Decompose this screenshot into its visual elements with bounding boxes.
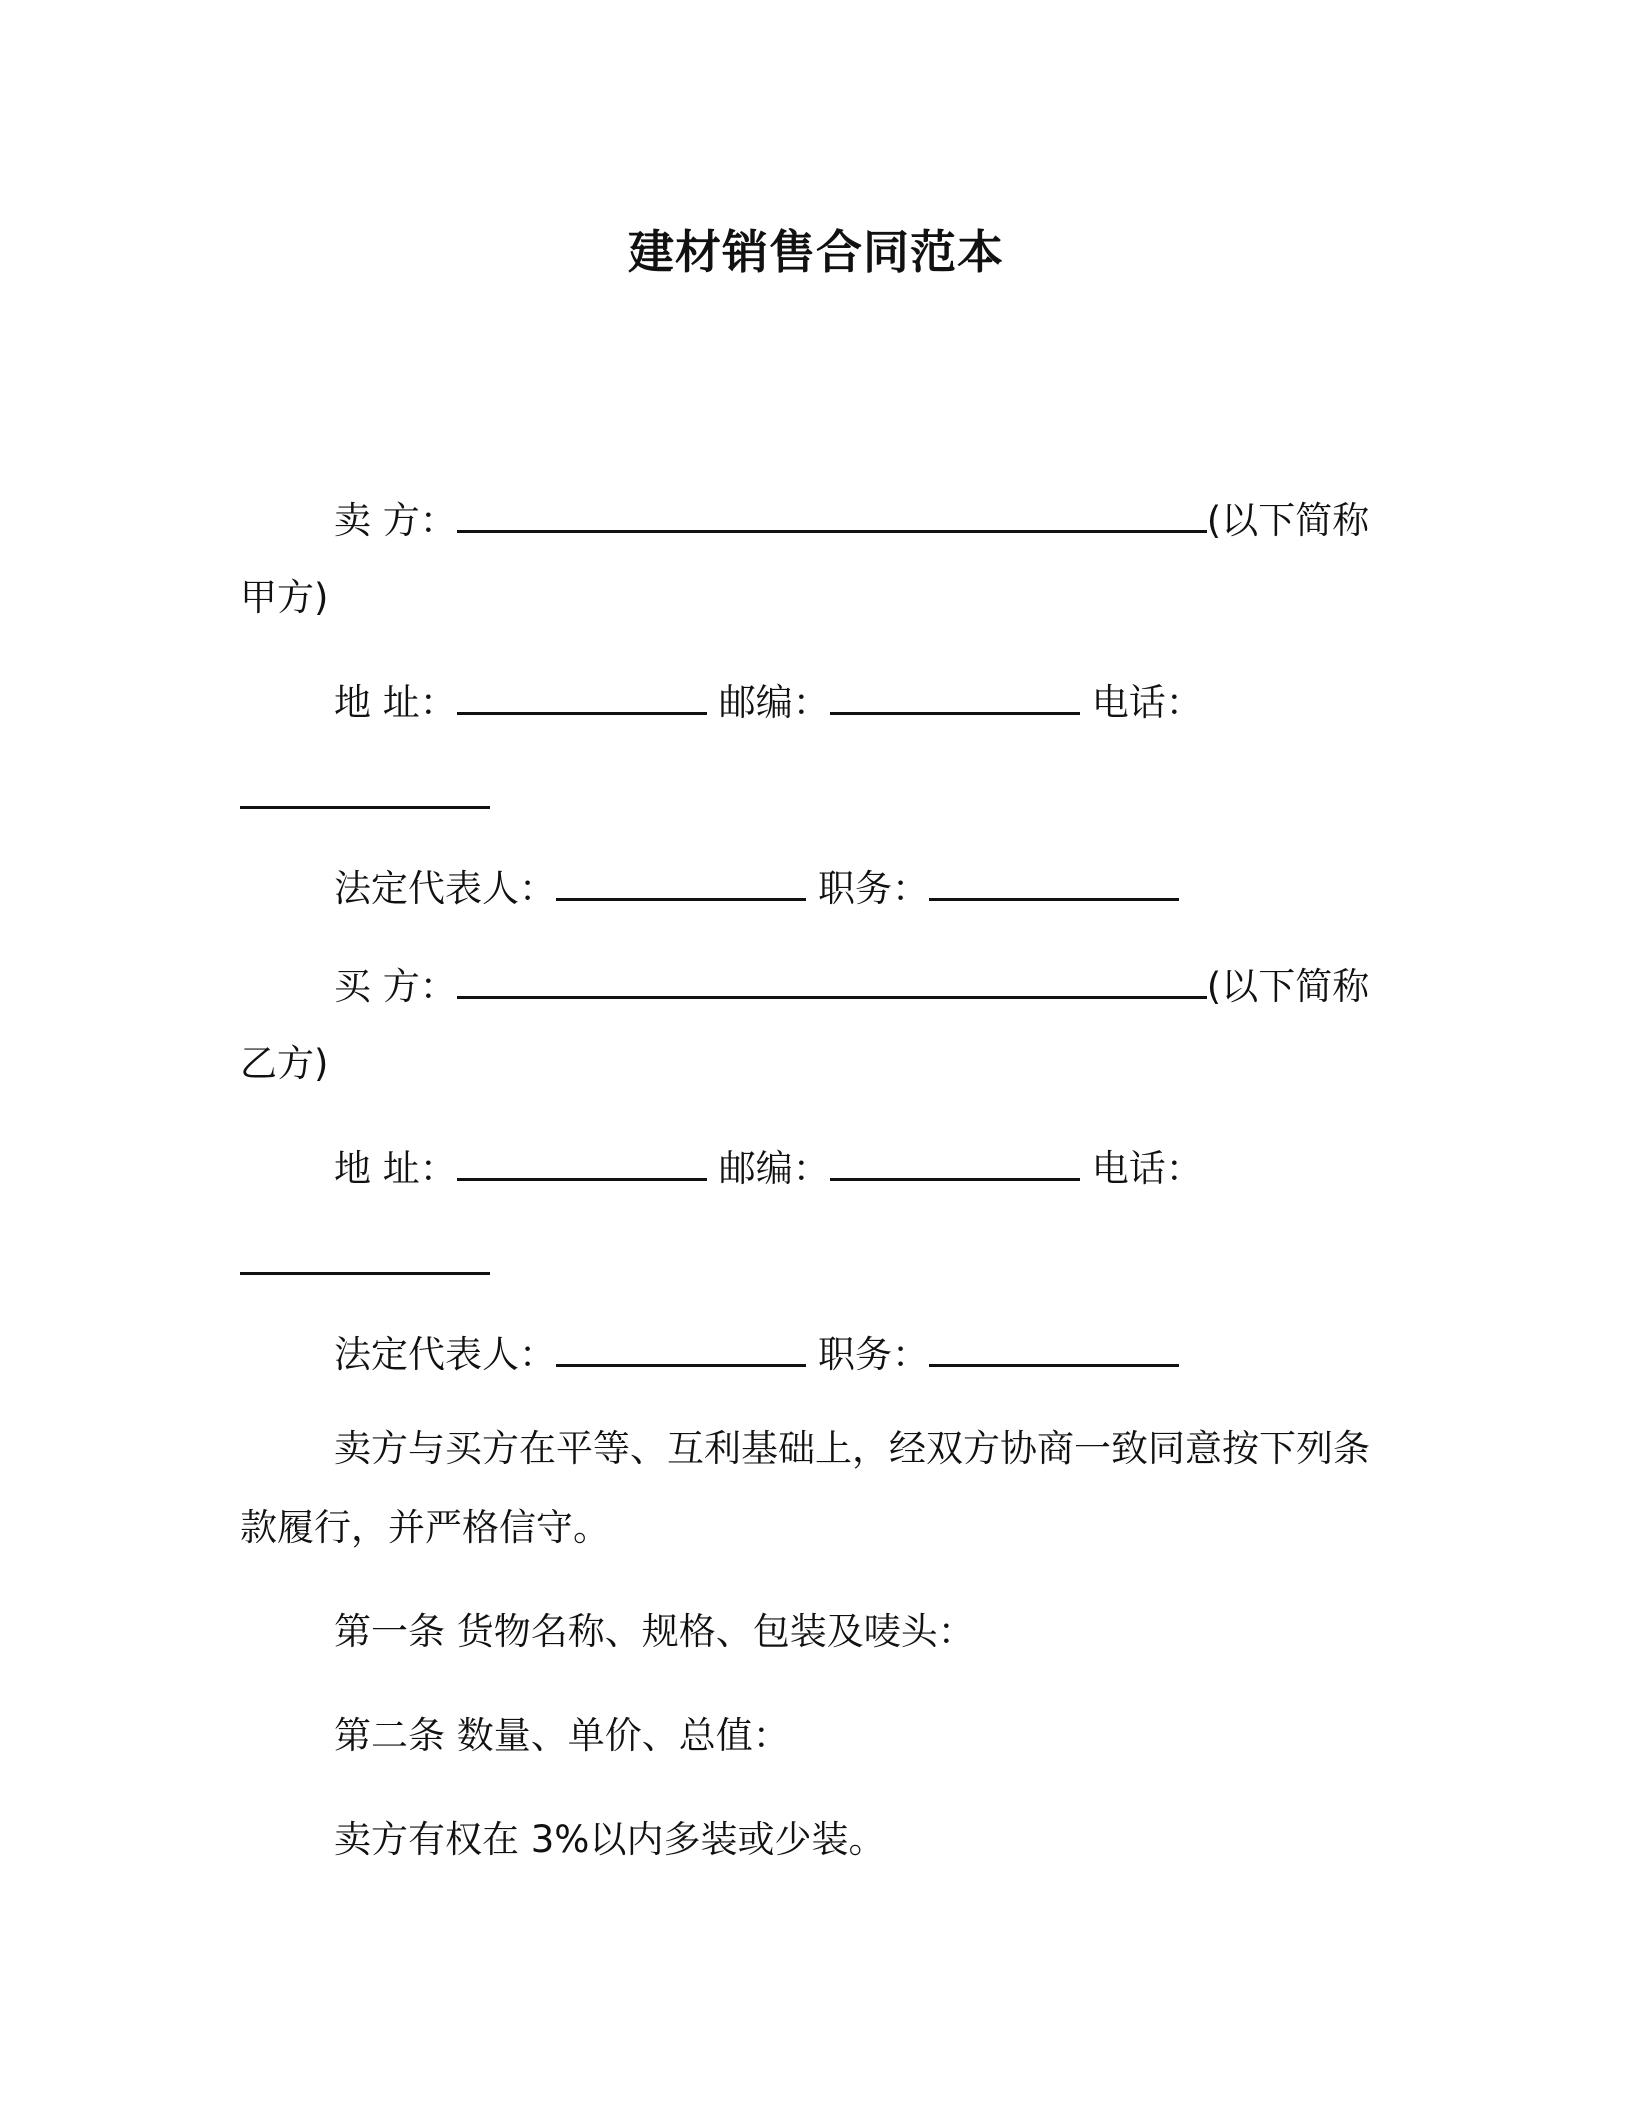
seller-address-blank [457,676,707,715]
seller-label: 卖 方： [334,499,457,542]
seller-contact-line [334,676,1203,728]
buyer-postcode-blank [830,1142,1080,1181]
buyer-position-label: 职务： [818,1333,929,1376]
seller-postcode-label: 邮编： [718,681,830,724]
seller-position-blank [929,862,1179,901]
article-1-heading: 第一条 货物名称、规格、包装及唛头： [334,1610,975,1653]
tolerance-clause: 卖方有权在 3%以内多装或少装。 [334,1818,886,1861]
buyer-position-blank [929,1328,1179,1367]
seller-continuation: 甲方) [240,576,329,619]
buyer-line [334,960,1369,1012]
seller-phone-line [240,770,490,822]
buyer-rep-label: 法定代表人： [334,1333,556,1376]
seller-postcode-blank [830,676,1080,715]
buyer-rep-blank [556,1328,806,1367]
buyer-phone-line [240,1236,490,1288]
seller-name-blank [457,494,1207,533]
seller-phone-blank [240,770,490,809]
document-title: 建材销售合同范本 [628,225,1004,279]
buyer-postcode-label: 邮编： [718,1147,830,1190]
seller-rep-line [334,862,1179,914]
buyer-label: 买 方： [334,965,457,1008]
article-2-heading: 第二条 数量、单价、总值： [334,1714,790,1757]
seller-suffix: (以下简称 [1206,499,1370,542]
buyer-suffix: (以下简称 [1206,965,1370,1008]
buyer-contact-line [334,1142,1203,1194]
seller-phone-label: 电话： [1091,681,1203,724]
seller-rep-blank [556,862,806,901]
buyer-continuation: 乙方) [240,1042,329,1085]
seller-rep-label: 法定代表人： [334,867,556,910]
buyer-phone-label: 电话： [1091,1147,1203,1190]
agreement-paragraph-line-2: 款履行，并严格信守。 [240,1506,610,1549]
agreement-paragraph-line-1: 卖方与买方在平等、互利基础上，经双方协商一致同意按下列条 [334,1427,1370,1470]
seller-position-label: 职务： [818,867,929,910]
seller-address-label: 地 址： [334,681,457,724]
buyer-name-blank [457,960,1207,999]
seller-line [334,494,1369,546]
buyer-address-label: 地 址： [334,1147,457,1190]
buyer-rep-line [334,1328,1179,1380]
buyer-address-blank [457,1142,707,1181]
buyer-phone-blank [240,1236,490,1275]
